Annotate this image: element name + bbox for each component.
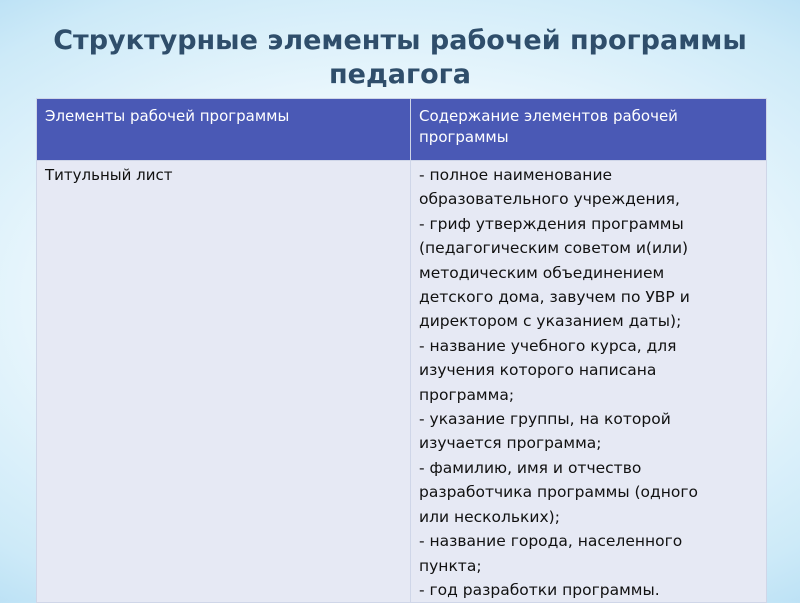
content-line: детского дома, завучем по УВР и	[419, 288, 690, 307]
content-line: изучается программа;	[419, 434, 602, 453]
content-line: разработчика программы (одного	[419, 483, 698, 502]
content-line: - название учебного курса, для	[419, 336, 677, 355]
content-line: (педагогическим советом и(или)	[419, 239, 689, 258]
page-title	[0, 24, 800, 92]
page-title-line-2: педагога	[329, 59, 471, 90]
content-line: - указание группы, на которой	[419, 410, 671, 429]
table-header-row	[37, 99, 767, 161]
column-header-content: Содержание элементов рабочей программы	[411, 99, 767, 161]
content-line: - полное наименование	[419, 166, 613, 184]
content-line: - гриф утверждения программы	[419, 214, 684, 233]
content-line: пункта;	[419, 556, 482, 575]
content-line: - фамилию, имя и отчество	[419, 458, 642, 477]
content-line: - год разработки программы.	[419, 580, 660, 599]
content-line: образовательного учреждения,	[419, 190, 680, 209]
content-line: директором с указанием даты);	[419, 312, 682, 331]
element-cell: Титульный лист	[37, 161, 411, 603]
page-title-line-1: Структурные элементы рабочей программы	[53, 25, 747, 56]
program-elements-table	[36, 98, 767, 603]
content-line: - название города, населенного	[419, 532, 683, 551]
content-line: или нескольких);	[419, 507, 560, 526]
content-line: изучения которого написана	[419, 361, 657, 380]
content-line: программа;	[419, 385, 515, 404]
content-cell	[411, 161, 767, 603]
column-header-elements: Элементы рабочей программы	[37, 99, 411, 161]
table-row	[37, 161, 767, 603]
content-line: методическим объединением	[419, 263, 665, 282]
